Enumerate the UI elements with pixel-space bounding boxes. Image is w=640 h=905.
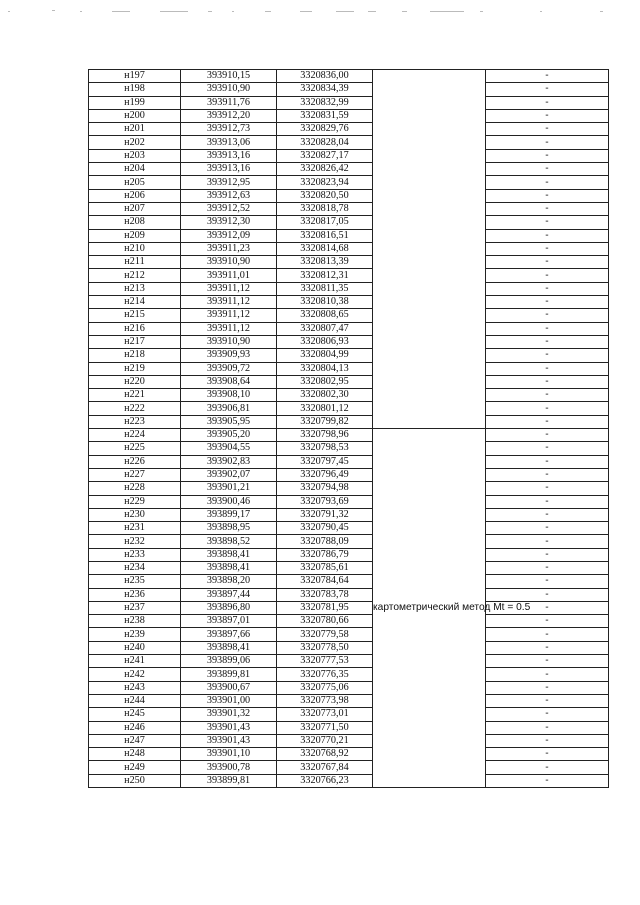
table-row xyxy=(89,136,609,149)
table-row xyxy=(89,163,609,176)
x-coordinate-cell: 393897,66 xyxy=(181,628,277,641)
table-row xyxy=(89,748,609,761)
y-coordinate-cell: 3320791,32 xyxy=(277,508,373,521)
point-id-cell: н213 xyxy=(89,282,181,295)
dash-cell: - xyxy=(486,641,609,654)
y-coordinate-cell: 3320771,50 xyxy=(277,721,373,734)
dash-cell: - xyxy=(486,429,609,442)
dash-cell: - xyxy=(486,575,609,588)
x-coordinate-cell: 393912,63 xyxy=(181,189,277,202)
point-id-cell: н212 xyxy=(89,269,181,282)
y-coordinate-cell: 3320826,42 xyxy=(277,163,373,176)
y-coordinate-cell: 3320834,39 xyxy=(277,83,373,96)
dash-cell: - xyxy=(486,96,609,109)
point-id-cell: н225 xyxy=(89,442,181,455)
point-id-cell: н236 xyxy=(89,588,181,601)
scan-noise-marks xyxy=(0,0,640,20)
y-coordinate-cell: 3320802,95 xyxy=(277,375,373,388)
y-coordinate-cell: 3320801,12 xyxy=(277,402,373,415)
dash-cell: - xyxy=(486,335,609,348)
x-coordinate-cell: 393898,41 xyxy=(181,641,277,654)
scan-header-artifacts xyxy=(0,0,640,20)
table-row xyxy=(89,96,609,109)
point-id-cell: н222 xyxy=(89,402,181,415)
x-coordinate-cell: 393898,41 xyxy=(181,561,277,574)
table-row xyxy=(89,296,609,309)
y-coordinate-cell: 3320790,45 xyxy=(277,522,373,535)
dash-cell: - xyxy=(486,176,609,189)
table-row xyxy=(89,375,609,388)
dash-cell: - xyxy=(486,455,609,468)
x-coordinate-cell: 393899,81 xyxy=(181,668,277,681)
point-id-cell: н210 xyxy=(89,242,181,255)
dash-cell: - xyxy=(486,415,609,428)
table-row xyxy=(89,229,609,242)
point-id-cell: н250 xyxy=(89,774,181,787)
table-row xyxy=(89,216,609,229)
point-id-cell: н229 xyxy=(89,495,181,508)
x-coordinate-cell: 393909,72 xyxy=(181,362,277,375)
x-coordinate-cell: 393911,23 xyxy=(181,242,277,255)
point-id-cell: н241 xyxy=(89,655,181,668)
table-row xyxy=(89,468,609,481)
y-coordinate-cell: 3320793,69 xyxy=(277,495,373,508)
table-row xyxy=(89,482,609,495)
point-id-cell: н220 xyxy=(89,375,181,388)
dash-cell: - xyxy=(486,734,609,747)
y-coordinate-cell: 3320817,05 xyxy=(277,216,373,229)
y-coordinate-cell: 3320804,99 xyxy=(277,349,373,362)
x-coordinate-cell: 393912,09 xyxy=(181,229,277,242)
table-row xyxy=(89,415,609,428)
point-id-cell: н201 xyxy=(89,123,181,136)
dash-cell: - xyxy=(486,70,609,83)
x-coordinate-cell: 393912,73 xyxy=(181,123,277,136)
y-coordinate-cell: 3320796,49 xyxy=(277,468,373,481)
dash-cell: - xyxy=(486,668,609,681)
x-coordinate-cell: 393901,32 xyxy=(181,708,277,721)
point-id-cell: н200 xyxy=(89,109,181,122)
table-row xyxy=(89,495,609,508)
dash-cell: - xyxy=(486,721,609,734)
table-row xyxy=(89,575,609,588)
dash-cell: - xyxy=(486,535,609,548)
y-coordinate-cell: 3320827,17 xyxy=(277,149,373,162)
table-row xyxy=(89,455,609,468)
table-row xyxy=(89,694,609,707)
dash-cell: - xyxy=(486,109,609,122)
point-id-cell: н209 xyxy=(89,229,181,242)
dash-cell: - xyxy=(486,189,609,202)
x-coordinate-cell: 393912,95 xyxy=(181,176,277,189)
dash-cell: - xyxy=(486,149,609,162)
y-coordinate-cell: 3320799,82 xyxy=(277,415,373,428)
table-row xyxy=(89,269,609,282)
table-row xyxy=(89,601,609,614)
point-id-cell: н214 xyxy=(89,296,181,309)
y-coordinate-cell: 3320767,84 xyxy=(277,761,373,774)
y-coordinate-cell: 3320766,23 xyxy=(277,774,373,787)
dash-cell: - xyxy=(486,468,609,481)
x-coordinate-cell: 393897,44 xyxy=(181,588,277,601)
y-coordinate-cell: 3320773,01 xyxy=(277,708,373,721)
dash-cell: - xyxy=(486,216,609,229)
table-row xyxy=(89,561,609,574)
x-coordinate-cell: 393899,17 xyxy=(181,508,277,521)
table-row xyxy=(89,123,609,136)
x-coordinate-cell: 393910,15 xyxy=(181,70,277,83)
dash-cell: - xyxy=(486,362,609,375)
point-id-cell: н205 xyxy=(89,176,181,189)
x-coordinate-cell: 393898,95 xyxy=(181,522,277,535)
dash-cell: - xyxy=(486,389,609,402)
coordinates-table-body xyxy=(89,70,609,788)
y-coordinate-cell: 3320808,65 xyxy=(277,309,373,322)
y-coordinate-cell: 3320785,61 xyxy=(277,561,373,574)
table-row xyxy=(89,655,609,668)
table-row xyxy=(89,734,609,747)
table-row xyxy=(89,535,609,548)
dash-cell: - xyxy=(486,229,609,242)
y-coordinate-cell: 3320797,45 xyxy=(277,455,373,468)
x-coordinate-cell: 393905,20 xyxy=(181,429,277,442)
y-coordinate-cell: 3320794,98 xyxy=(277,482,373,495)
table-row xyxy=(89,508,609,521)
point-id-cell: н234 xyxy=(89,561,181,574)
table-row xyxy=(89,70,609,83)
y-coordinate-cell: 3320778,50 xyxy=(277,641,373,654)
x-coordinate-cell: 393910,90 xyxy=(181,256,277,269)
point-id-cell: н204 xyxy=(89,163,181,176)
point-id-cell: н249 xyxy=(89,761,181,774)
dash-cell: - xyxy=(486,322,609,335)
x-coordinate-cell: 393898,52 xyxy=(181,535,277,548)
x-coordinate-cell: 393901,00 xyxy=(181,694,277,707)
table-row xyxy=(89,149,609,162)
table-row xyxy=(89,309,609,322)
dash-cell: - xyxy=(486,694,609,707)
y-coordinate-cell: 3320776,35 xyxy=(277,668,373,681)
dash-cell: - xyxy=(486,402,609,415)
point-id-cell: н223 xyxy=(89,415,181,428)
x-coordinate-cell: 393897,01 xyxy=(181,615,277,628)
dash-cell: - xyxy=(486,495,609,508)
dash-cell: - xyxy=(486,256,609,269)
dash-cell: - xyxy=(486,681,609,694)
dash-cell: - xyxy=(486,774,609,787)
y-coordinate-cell: 3320779,58 xyxy=(277,628,373,641)
point-id-cell: н228 xyxy=(89,482,181,495)
table-row xyxy=(89,256,609,269)
x-coordinate-cell: 393898,20 xyxy=(181,575,277,588)
y-coordinate-cell: 3320784,64 xyxy=(277,575,373,588)
y-coordinate-cell: 3320818,78 xyxy=(277,202,373,215)
method-cell: картометрический метод Mt = 0.5 xyxy=(373,429,486,788)
x-coordinate-cell: 393901,21 xyxy=(181,482,277,495)
x-coordinate-cell: 393913,16 xyxy=(181,149,277,162)
x-coordinate-cell: 393901,43 xyxy=(181,734,277,747)
point-id-cell: н207 xyxy=(89,202,181,215)
y-coordinate-cell: 3320813,39 xyxy=(277,256,373,269)
point-id-cell: н239 xyxy=(89,628,181,641)
y-coordinate-cell: 3320798,96 xyxy=(277,429,373,442)
y-coordinate-cell: 3320831,59 xyxy=(277,109,373,122)
y-coordinate-cell: 3320775,06 xyxy=(277,681,373,694)
y-coordinate-cell: 3320783,78 xyxy=(277,588,373,601)
x-coordinate-cell: 393899,06 xyxy=(181,655,277,668)
point-id-cell: н227 xyxy=(89,468,181,481)
x-coordinate-cell: 393906,81 xyxy=(181,402,277,415)
y-coordinate-cell: 3320811,35 xyxy=(277,282,373,295)
x-coordinate-cell: 393901,43 xyxy=(181,721,277,734)
y-coordinate-cell: 3320814,68 xyxy=(277,242,373,255)
x-coordinate-cell: 393901,10 xyxy=(181,748,277,761)
y-coordinate-cell: 3320781,95 xyxy=(277,601,373,614)
table-row xyxy=(89,322,609,335)
y-coordinate-cell: 3320780,66 xyxy=(277,615,373,628)
y-coordinate-cell: 3320777,53 xyxy=(277,655,373,668)
coordinates-table xyxy=(88,69,609,788)
table-row xyxy=(89,708,609,721)
dash-cell: - xyxy=(486,269,609,282)
y-coordinate-cell: 3320820,50 xyxy=(277,189,373,202)
y-coordinate-cell: 3320788,09 xyxy=(277,535,373,548)
dash-cell: - xyxy=(486,508,609,521)
x-coordinate-cell: 393898,41 xyxy=(181,548,277,561)
y-coordinate-cell: 3320812,31 xyxy=(277,269,373,282)
dash-cell: - xyxy=(486,136,609,149)
dash-cell: - xyxy=(486,375,609,388)
y-coordinate-cell: 3320804,13 xyxy=(277,362,373,375)
y-coordinate-cell: 3320802,30 xyxy=(277,389,373,402)
dash-cell: - xyxy=(486,202,609,215)
x-coordinate-cell: 393900,46 xyxy=(181,495,277,508)
point-id-cell: н216 xyxy=(89,322,181,335)
point-id-cell: н232 xyxy=(89,535,181,548)
point-id-cell: н238 xyxy=(89,615,181,628)
y-coordinate-cell: 3320829,76 xyxy=(277,123,373,136)
table-row xyxy=(89,681,609,694)
table-row xyxy=(89,761,609,774)
y-coordinate-cell: 3320770,21 xyxy=(277,734,373,747)
x-coordinate-cell: 393899,81 xyxy=(181,774,277,787)
point-id-cell: н219 xyxy=(89,362,181,375)
point-id-cell: н221 xyxy=(89,389,181,402)
x-coordinate-cell: 393908,64 xyxy=(181,375,277,388)
dash-cell: - xyxy=(486,628,609,641)
point-id-cell: н242 xyxy=(89,668,181,681)
dash-cell: - xyxy=(486,601,609,614)
x-coordinate-cell: 393911,12 xyxy=(181,282,277,295)
table-row xyxy=(89,335,609,348)
point-id-cell: н247 xyxy=(89,734,181,747)
table-row xyxy=(89,628,609,641)
point-id-cell: н230 xyxy=(89,508,181,521)
y-coordinate-cell: 3320798,53 xyxy=(277,442,373,455)
x-coordinate-cell: 393910,90 xyxy=(181,83,277,96)
dash-cell: - xyxy=(486,482,609,495)
dash-cell: - xyxy=(486,282,609,295)
table-row xyxy=(89,242,609,255)
x-coordinate-cell: 393908,10 xyxy=(181,389,277,402)
table-row xyxy=(89,548,609,561)
point-id-cell: н218 xyxy=(89,349,181,362)
point-id-cell: н233 xyxy=(89,548,181,561)
point-id-cell: н235 xyxy=(89,575,181,588)
y-coordinate-cell: 3320832,99 xyxy=(277,96,373,109)
y-coordinate-cell: 3320816,51 xyxy=(277,229,373,242)
point-id-cell: н208 xyxy=(89,216,181,229)
y-coordinate-cell: 3320836,00 xyxy=(277,70,373,83)
x-coordinate-cell: 393911,76 xyxy=(181,96,277,109)
x-coordinate-cell: 393913,16 xyxy=(181,163,277,176)
point-id-cell: н231 xyxy=(89,522,181,535)
point-id-cell: н243 xyxy=(89,681,181,694)
x-coordinate-cell: 393902,83 xyxy=(181,455,277,468)
x-coordinate-cell: 393896,80 xyxy=(181,601,277,614)
table-row xyxy=(89,389,609,402)
table-row xyxy=(89,83,609,96)
point-id-cell: н199 xyxy=(89,96,181,109)
dash-cell: - xyxy=(486,615,609,628)
dash-cell: - xyxy=(486,349,609,362)
dash-cell: - xyxy=(486,163,609,176)
table-row xyxy=(89,402,609,415)
x-coordinate-cell: 393904,55 xyxy=(181,442,277,455)
table-row xyxy=(89,349,609,362)
table-row xyxy=(89,202,609,215)
x-coordinate-cell: 393912,30 xyxy=(181,216,277,229)
dash-cell: - xyxy=(486,548,609,561)
dash-cell: - xyxy=(486,309,609,322)
dash-cell: - xyxy=(486,242,609,255)
x-coordinate-cell: 393912,52 xyxy=(181,202,277,215)
point-id-cell: н203 xyxy=(89,149,181,162)
y-coordinate-cell: 3320807,47 xyxy=(277,322,373,335)
y-coordinate-cell: 3320768,92 xyxy=(277,748,373,761)
table-row xyxy=(89,641,609,654)
point-id-cell: н197 xyxy=(89,70,181,83)
y-coordinate-cell: 3320828,04 xyxy=(277,136,373,149)
point-id-cell: н217 xyxy=(89,335,181,348)
table-row xyxy=(89,362,609,375)
table-row xyxy=(89,668,609,681)
point-id-cell: н215 xyxy=(89,309,181,322)
table-row xyxy=(89,774,609,787)
table-row xyxy=(89,442,609,455)
x-coordinate-cell: 393911,12 xyxy=(181,322,277,335)
dash-cell: - xyxy=(486,522,609,535)
dash-cell: - xyxy=(486,655,609,668)
table-row xyxy=(89,721,609,734)
dash-cell: - xyxy=(486,561,609,574)
x-coordinate-cell: 393900,67 xyxy=(181,681,277,694)
dash-cell: - xyxy=(486,708,609,721)
y-coordinate-cell: 3320773,98 xyxy=(277,694,373,707)
dash-cell: - xyxy=(486,296,609,309)
y-coordinate-cell: 3320810,38 xyxy=(277,296,373,309)
x-coordinate-cell: 393911,01 xyxy=(181,269,277,282)
y-coordinate-cell: 3320806,93 xyxy=(277,335,373,348)
point-id-cell: н240 xyxy=(89,641,181,654)
dash-cell: - xyxy=(486,761,609,774)
table-row xyxy=(89,282,609,295)
x-coordinate-cell: 393900,78 xyxy=(181,761,277,774)
table-row xyxy=(89,588,609,601)
point-id-cell: н202 xyxy=(89,136,181,149)
point-id-cell: н211 xyxy=(89,256,181,269)
table-row xyxy=(89,522,609,535)
table-row xyxy=(89,189,609,202)
table-row xyxy=(89,429,609,442)
x-coordinate-cell: 393913,06 xyxy=(181,136,277,149)
point-id-cell: н244 xyxy=(89,694,181,707)
dash-cell: - xyxy=(486,748,609,761)
point-id-cell: н198 xyxy=(89,83,181,96)
table-row xyxy=(89,109,609,122)
dash-cell: - xyxy=(486,123,609,136)
method-cell xyxy=(373,70,486,429)
dash-cell: - xyxy=(486,588,609,601)
x-coordinate-cell: 393911,12 xyxy=(181,309,277,322)
dash-cell: - xyxy=(486,442,609,455)
x-coordinate-cell: 393912,20 xyxy=(181,109,277,122)
y-coordinate-cell: 3320786,79 xyxy=(277,548,373,561)
point-id-cell: н245 xyxy=(89,708,181,721)
point-id-cell: н226 xyxy=(89,455,181,468)
table-row xyxy=(89,615,609,628)
x-coordinate-cell: 393905,95 xyxy=(181,415,277,428)
point-id-cell: н248 xyxy=(89,748,181,761)
point-id-cell: н224 xyxy=(89,429,181,442)
point-id-cell: н237 xyxy=(89,601,181,614)
x-coordinate-cell: 393911,12 xyxy=(181,296,277,309)
x-coordinate-cell: 393909,93 xyxy=(181,349,277,362)
point-id-cell: н246 xyxy=(89,721,181,734)
table-row xyxy=(89,176,609,189)
x-coordinate-cell: 393910,90 xyxy=(181,335,277,348)
point-id-cell: н206 xyxy=(89,189,181,202)
dash-cell: - xyxy=(486,83,609,96)
x-coordinate-cell: 393902,07 xyxy=(181,468,277,481)
y-coordinate-cell: 3320823,94 xyxy=(277,176,373,189)
